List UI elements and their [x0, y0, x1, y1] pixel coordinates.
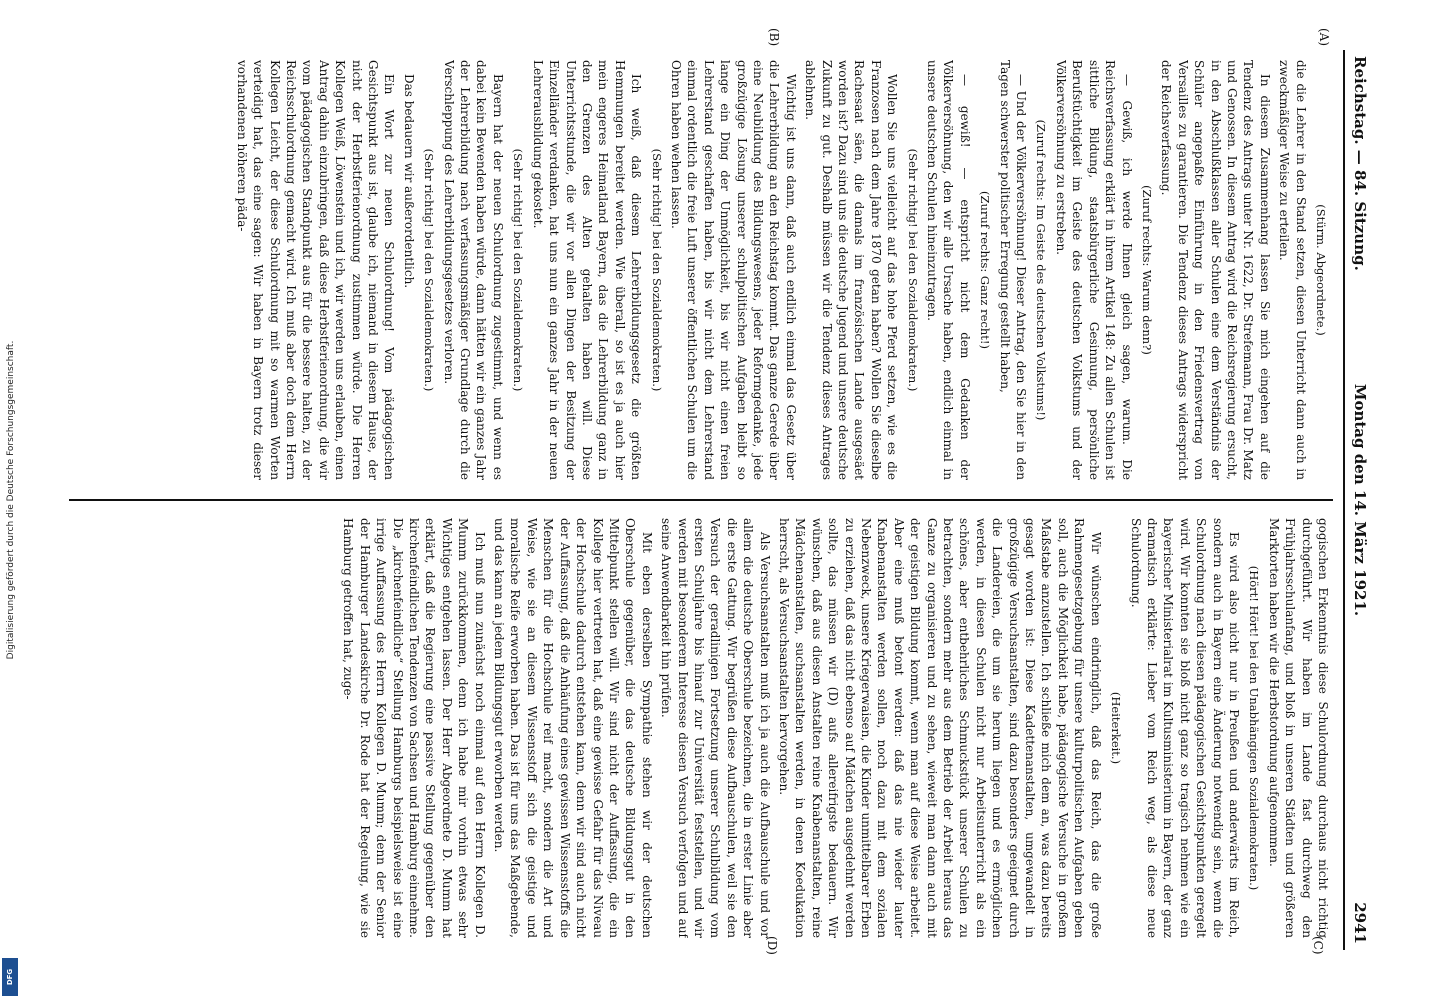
paragraph: Bayern hat der neuen Schulordnung zugestimmt, und wenn es dabei kein Bewenden haben würde, dann hätten wir ein ganzes Jahr der Lehrerbildung nach verfassungsmäßiger Grundlage durch die Verschleppung des Lehrerbildungsgesetzes verloren.	[441, 60, 505, 480]
paragraph: (Stürm. Abgeordnete.)	[1314, 204, 1328, 336]
running-head-left: Reichstag. — 84. Sitzung.	[1351, 56, 1369, 271]
column-divider	[69, 499, 1333, 501]
paragraph: Es wird also nicht nur in Preußen und anderwärts im Reich, sondern auch in Bayern eine Änderung notwendig sein, wenn die Schulordnung nach diesen pädagogischen Gesichtspunkten geregelt wird. Wir konnten sie bloß nicht ganz so tragisch nehmen wie ein bayerischer Ministerialrat im Kultusministerium in Bayern, der ganz dramatisch erklärte: Lieber vom Reich weg, als diese neue Schulordnung.	[1128, 518, 1241, 938]
paragraph: — Gewiß, ich werde Ihnen gleich sagen, warum. Die Reichsverfassung erklärt in ihrem Artikel 148: Zu allen Schulen ist sittliche Bildung, staatsbürgerliche Gesinnung, persönliche Berufstüchtigkeit im Geiste des deutschen Volkstums und der Völkerversöhnung zu erstreben.	[1053, 60, 1134, 480]
paragraph: Mit eben derselben Sympathie stehen wir der deutschen Oberschule gegenüber, die das deutsche Bildungsgut in den Mittelpunkt stellen will. Wir sind nicht der Auffassung, die ein Kollege hier vertreten hat, daß eine gewisse Gefahr für das Niveau der Hochschule dadurch entstehen kann, denn wir sind auch nicht der Auffassung, daß die Anhäufung eines gewissen Wissensstoffs die Menschen für die Hochschule reif macht, sondern die Art und Weise, wie sie an diesem Wissensstoff sich die geistige und moralische Reife erworben haben. Das ist für uns das Maßgebende, und das kann an jedem Bildungsgut erworben werden.	[492, 518, 654, 938]
paragraph: gogischen Erkenntnis diese Schulordnung durchaus nicht richtig durchgeführt. Wir haben im Lande fast durchweg den Frühjahrsschulanfang, und bloß in unseren Städten und größeren Marktorten haben wir die Herbstordnung aufgenommen.	[1266, 518, 1330, 938]
interjection: (Hört! Hört! bei den Unabhängigen Sozialdemokraten.)	[1247, 565, 1262, 891]
paragraph: die die Lehrer in den Stand setzen, diesen Unterricht dann auch in zweckmäßiger Weise zu erteilen.	[1277, 60, 1308, 480]
dfg-logo-icon	[2, 958, 18, 996]
paragraph: Ein Wort zur neuen Schulordnung! Vom pädagogischen Gesichtspunkt aus ist, glaube ich, niemand in diesem Hause, der nicht der Herbstferienordnung zustimmen würde. Die Herren Kollegen Weiß, Löwenstein und ich, wir werden uns erlauben, einen Antrag dahin einzubringen, daß diese Herbstferienordnung, die wir vom pädagogischen Standpunkt aus für die bessere halten, zu der Reichsschulordnung gemacht wird. Ich muß aber doch dem Herrn Kollegen Leicht, der diese Schulordnung mit so warmen Worten verteidigt hat, das eine sagen: Wir haben in Bayern trotz dieser vorhandenen höheren päda-	[234, 60, 397, 480]
dfg-logo-text: DFG	[6, 968, 14, 986]
interjection: (Heiterkeit.)	[1109, 691, 1124, 765]
rotated-page-content	[57, 28, 1377, 955]
interjection: (Zuruf rechts: Ganz recht!)	[978, 191, 993, 349]
interjection: (Sehr richtig! bei den Sozialdemokraten.)	[905, 148, 920, 392]
paragraph: Das bedauern wir außerordentlich.	[401, 74, 416, 289]
running-head-date: Montag den 14. März 1921.	[1351, 383, 1369, 617]
page-number: 2941	[1351, 902, 1369, 944]
margin-mark-c: (C)	[1311, 936, 1325, 955]
paragraph: Wollen Sie uns vielleicht auf das hohe Pferd setzen, wie es die Franzosen nach dem Jahre 1870 getan haben? Wollen Sie dieselbe Rachesaat säen, die damals im französischen Lande ausgesäet worden ist? Dazu sind uns die deutsche Jugend und unsere deutsche Zukunft zu gut. Deshalb müssen wir die Tendenz dieses Antrages ablehnen.	[803, 60, 900, 480]
right-column	[69, 518, 1331, 938]
left-column	[69, 60, 1331, 480]
interjection: (Zuruf rechts: Im Geiste des deutschen Volkstums!)	[1034, 119, 1049, 421]
paragraph: Wichtig ist uns dann, daß auch endlich einmal das Gesetz über die Lehrerbildung an den Reichstag kommt. Das ganze Gerede über eine Neubildung des Bildungswesens, jeder Reformgedanke, jede großzügige Lösung unserer schulpolitischen Aufgaben bleibt so lange ein Ding der Unmöglichkeit, bis wir nicht einen freien Lehrerstand geschaffen haben, bis wir nicht dem Lehrerstand einmal ordentlich die freie Luft unserer öffentlichen Schulen um die Ohren haben wehen lassen.	[668, 60, 798, 480]
interjection: (Sehr richtig! bei den Sozialdemokraten.)	[422, 148, 437, 392]
interjection: (Sehr richtig! bei den Sozialdemokraten.)	[649, 148, 664, 392]
paragraph: Wir wünschen eindringlich, daß das Reich, das die große Rahmengesetzgebung für unsere kulturpolitischen Aufgaben geben soll, auch die Möglichkeit habe, pädagogische Versuche in großem Maßstabe anzustellen. Ich schließe mich dem an, was dazu bereits gesagt worden ist: Diese Kadettenanstalten, umgewandelt in großzügige Versuchsanstalten, sind dazu besonders geeignet durch die Landereien, die um sie herum liegen und es ermöglichen werden, in diesen Schulen nicht nur Arbeitsunterricht als ein schönes, aber entbehrliches Schmuckstück unserer Schulen zu betrachten, sondern mehr aus dem Betrieb der Arbeit heraus das Ganze zu organisieren und zu sehen, wieweit man dann auch mit der geistigen Bildung kommt, wenn man auf diese Weise arbeitet. Aber eine muß betont werden: daß das nie wieder lauter Knabenanstalten werden sollen, noch dazu mit dem sozialen Nebenzweck, unsere Kriegerwaisen, die Kinder unmittelbarer Erben zu erziehen, daß das nicht ebenso auf Mädchen ausgedehnt werden sollte, das müssen wir (D) aufs allereifrigste bedauern. Wir wünschen, daß aus diesen Anstalten reine Knabenanstalten, reine Mädchenanstalten, suchsanstalten werden, in denen Koedukation herrscht, als Versuchsanstalten hervorgehen.	[777, 518, 1103, 938]
running-head	[1343, 50, 1371, 950]
margin-mark-d: (D)	[765, 936, 779, 955]
digitization-credit	[2, 0, 20, 1000]
paragraph: Ich weiß, daß diesem Lehrerbildungsgesetz die größten Hemmungen bereitet werden. Wie überall, so ist es ja auch hier mein engeres Heimatland Bayern, das die Lehrerbildung ganz in den Grenzen des Alten gehalten haben will. Diese Unterrichtsstunde, die wir vor allen Dingen der Besitzung der Einzelländer verdanken, hat uns nun ein ganzes Jahr in der neuen Lehrerausbildung gekostet.	[530, 60, 644, 480]
paragraph: In diesem Zusammenhang lassen Sie mich eingehen auf die Tendenz des Antrags unter Nr. 1622, Dr. Strefemann, Frau Dr. Matz und Genossen. In diesem Antrag wird die Reichsregierung ersucht, in den Abschlußklassen aller Schulen eine dem Verständnis der Schüler angepaßte Einführung in den Friedensvertrag von Versailles zu garantieren. Die Tendenz dieses Antrags widerspricht der Reichsverfassung.	[1159, 60, 1272, 480]
interjection: (Sehr richtig! bei den Sozialdemokraten.)	[511, 148, 526, 392]
paragraph: Als Versuchsanstalten muß ich ja auch die Aufbauschule und vor allem die deutsche Oberschule bezeichnen, die in erster Linie aber die erste Gattung. Wir begrüßen diese Aufbauschulen, weil sie den Versuch der geradlinigen Fortsetzung unserer Schulbildung vom ersten Schuljahre bis hinauf zur Universität feststellen, und wir werden mit besonderem Interesse diesen Versuch verfolgen und auf seine Anwendbarkeit hin prüfen.	[659, 518, 772, 938]
paragraph: — Und der Völkerversöhnung! Dieser Antrag, den Sie hier in den Tagen schwerster politischer Erregung gestellt haben,	[997, 60, 1029, 480]
paragraph: — gewiß! — entspricht nicht dem Gedanken der Völkerversöhnung, den wir alle Ursache haben, endlich einmal in unsere deutschen Schulen hineinzutragen.	[925, 60, 972, 480]
paragraph: Ich muß nun zunächst noch einmal auf den Herrn Kollegen D. Mumm zurückkommen, denn ich habe mir vorhin etwas sehr Wichtiges entgehen lassen. Der Herr Abgeordnete D. Mumm hat erklärt, daß die Regierung eine passive Stellung gegenüber den kirchenfeindlichen Tendenzen von Sachsen und Hamburg einnehme. Die „kirchenfeindliche“ Stellung Hamburgs beispielsweise ist eine irrige Auffassung des Herrn Kollegen D. Mumm; denn der Senior der Hamburger Landeskirche Dr. Rode hat der Regelung, wie sie Hamburg getroffen hat, zuge-	[341, 518, 487, 938]
margin-mark-b: (B)	[767, 28, 781, 47]
margin-mark-a: (A)	[1317, 28, 1331, 47]
digitization-credit-text: Digitalisierung gefördert durch die Deutsche Forschungsgemeinschaft.	[6, 340, 16, 660]
interjection: (Zuruf rechts: Warum denn?)	[1139, 185, 1154, 355]
